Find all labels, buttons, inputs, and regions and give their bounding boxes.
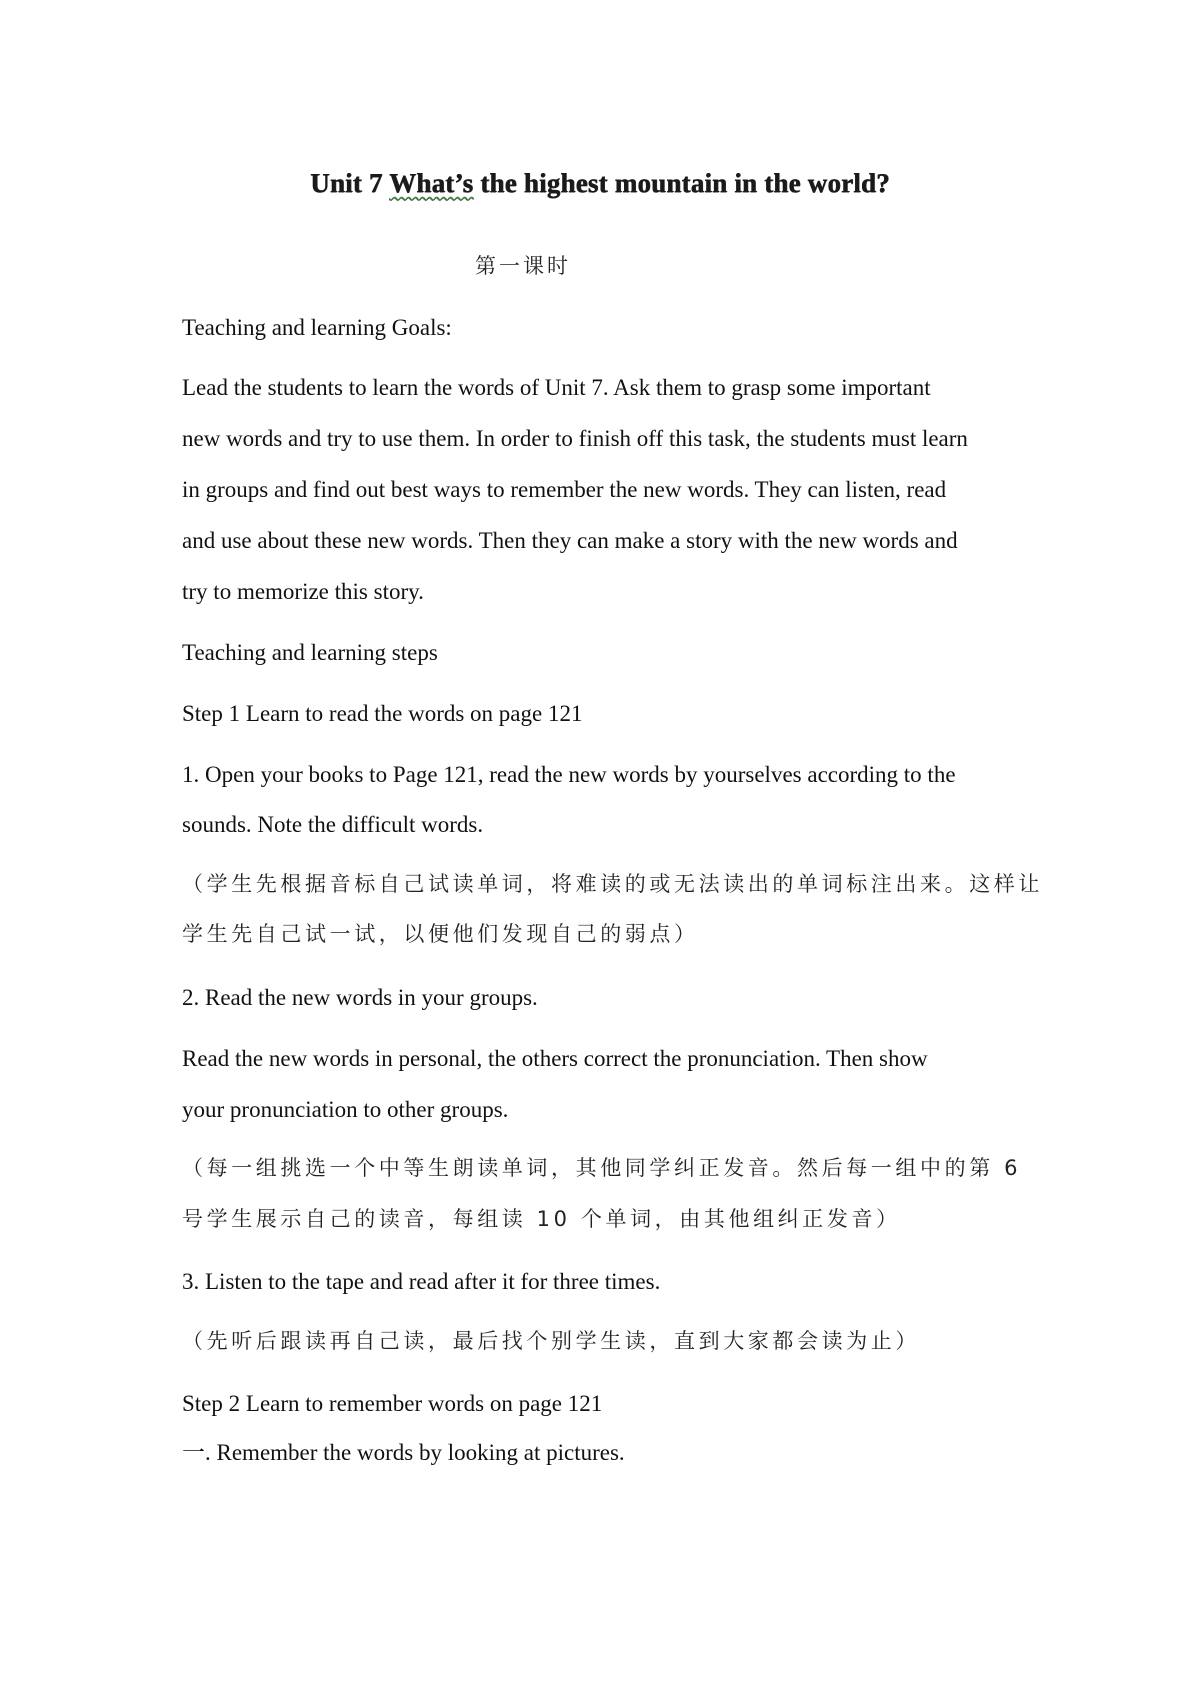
step2-heading: Step 2 Learn to remember words on page 121 [182,1391,603,1416]
goals-line-1: Lead the students to learn the words of Unit 7. Ask them to grasp some important [182,375,931,400]
step1-item1-line-2: sounds. Note the difficult words. [182,812,484,837]
step1-item1-note-line-2: 学生先自己试一试，以便他们发现自己的弱点） [182,922,699,946]
step2-item1: 一. Remember the words by looking at pictures. [182,1440,625,1465]
title-prefix: Unit 7 [310,168,390,198]
title-suffix: the highest mountain in the world? [473,168,890,198]
step1-item2-detail-line-1: Read the new words in personal, the others correct the pronunciation. Then show [182,1046,928,1071]
goals-line-4: and use about these new words. Then they can make a story with the new words and [182,528,958,553]
goals-line-2: new words and try to use them. In order to finish off this task, the students must learn [182,426,968,451]
step1-item2-note-line-1: （每一组挑选一个中等生朗读单词，其他同学纠正发音。然后每一组中的第 6 [182,1156,1022,1180]
step1-item2-detail-line-2: your pronunciation to other groups. [182,1097,509,1122]
step1-item1-line-1: 1. Open your books to Page 121, read the new words by yourselves according to the [182,762,956,787]
step1-item3: 3. Listen to the tape and read after it for three times. [182,1269,661,1294]
goals-heading: Teaching and learning Goals: [182,315,452,340]
step1-item3-note: （先听后跟读再自己读，最后找个别学生读，直到大家都会读为止） [182,1329,920,1353]
step1-item1-note-line-1: （学生先根据音标自己试读单词，将难读的或无法读出的单词标注出来。这样让 [182,872,1043,896]
lesson-label: 第一课时 [475,254,571,278]
document-title [0,168,1200,199]
goals-line-5: try to memorize this story. [182,579,424,604]
goals-line-3: in groups and find out best ways to remember the new words. They can listen, read [182,477,947,502]
step1-item2-note-line-2: 号学生展示自己的读音，每组读 10 个单词，由其他组纠正发音） [182,1207,901,1231]
title-marked-word: What’s [389,168,474,198]
step1-heading: Step 1 Learn to read the words on page 121 [182,701,583,726]
steps-heading: Teaching and learning steps [182,640,438,665]
step1-item2: 2. Read the new words in your groups. [182,985,538,1010]
